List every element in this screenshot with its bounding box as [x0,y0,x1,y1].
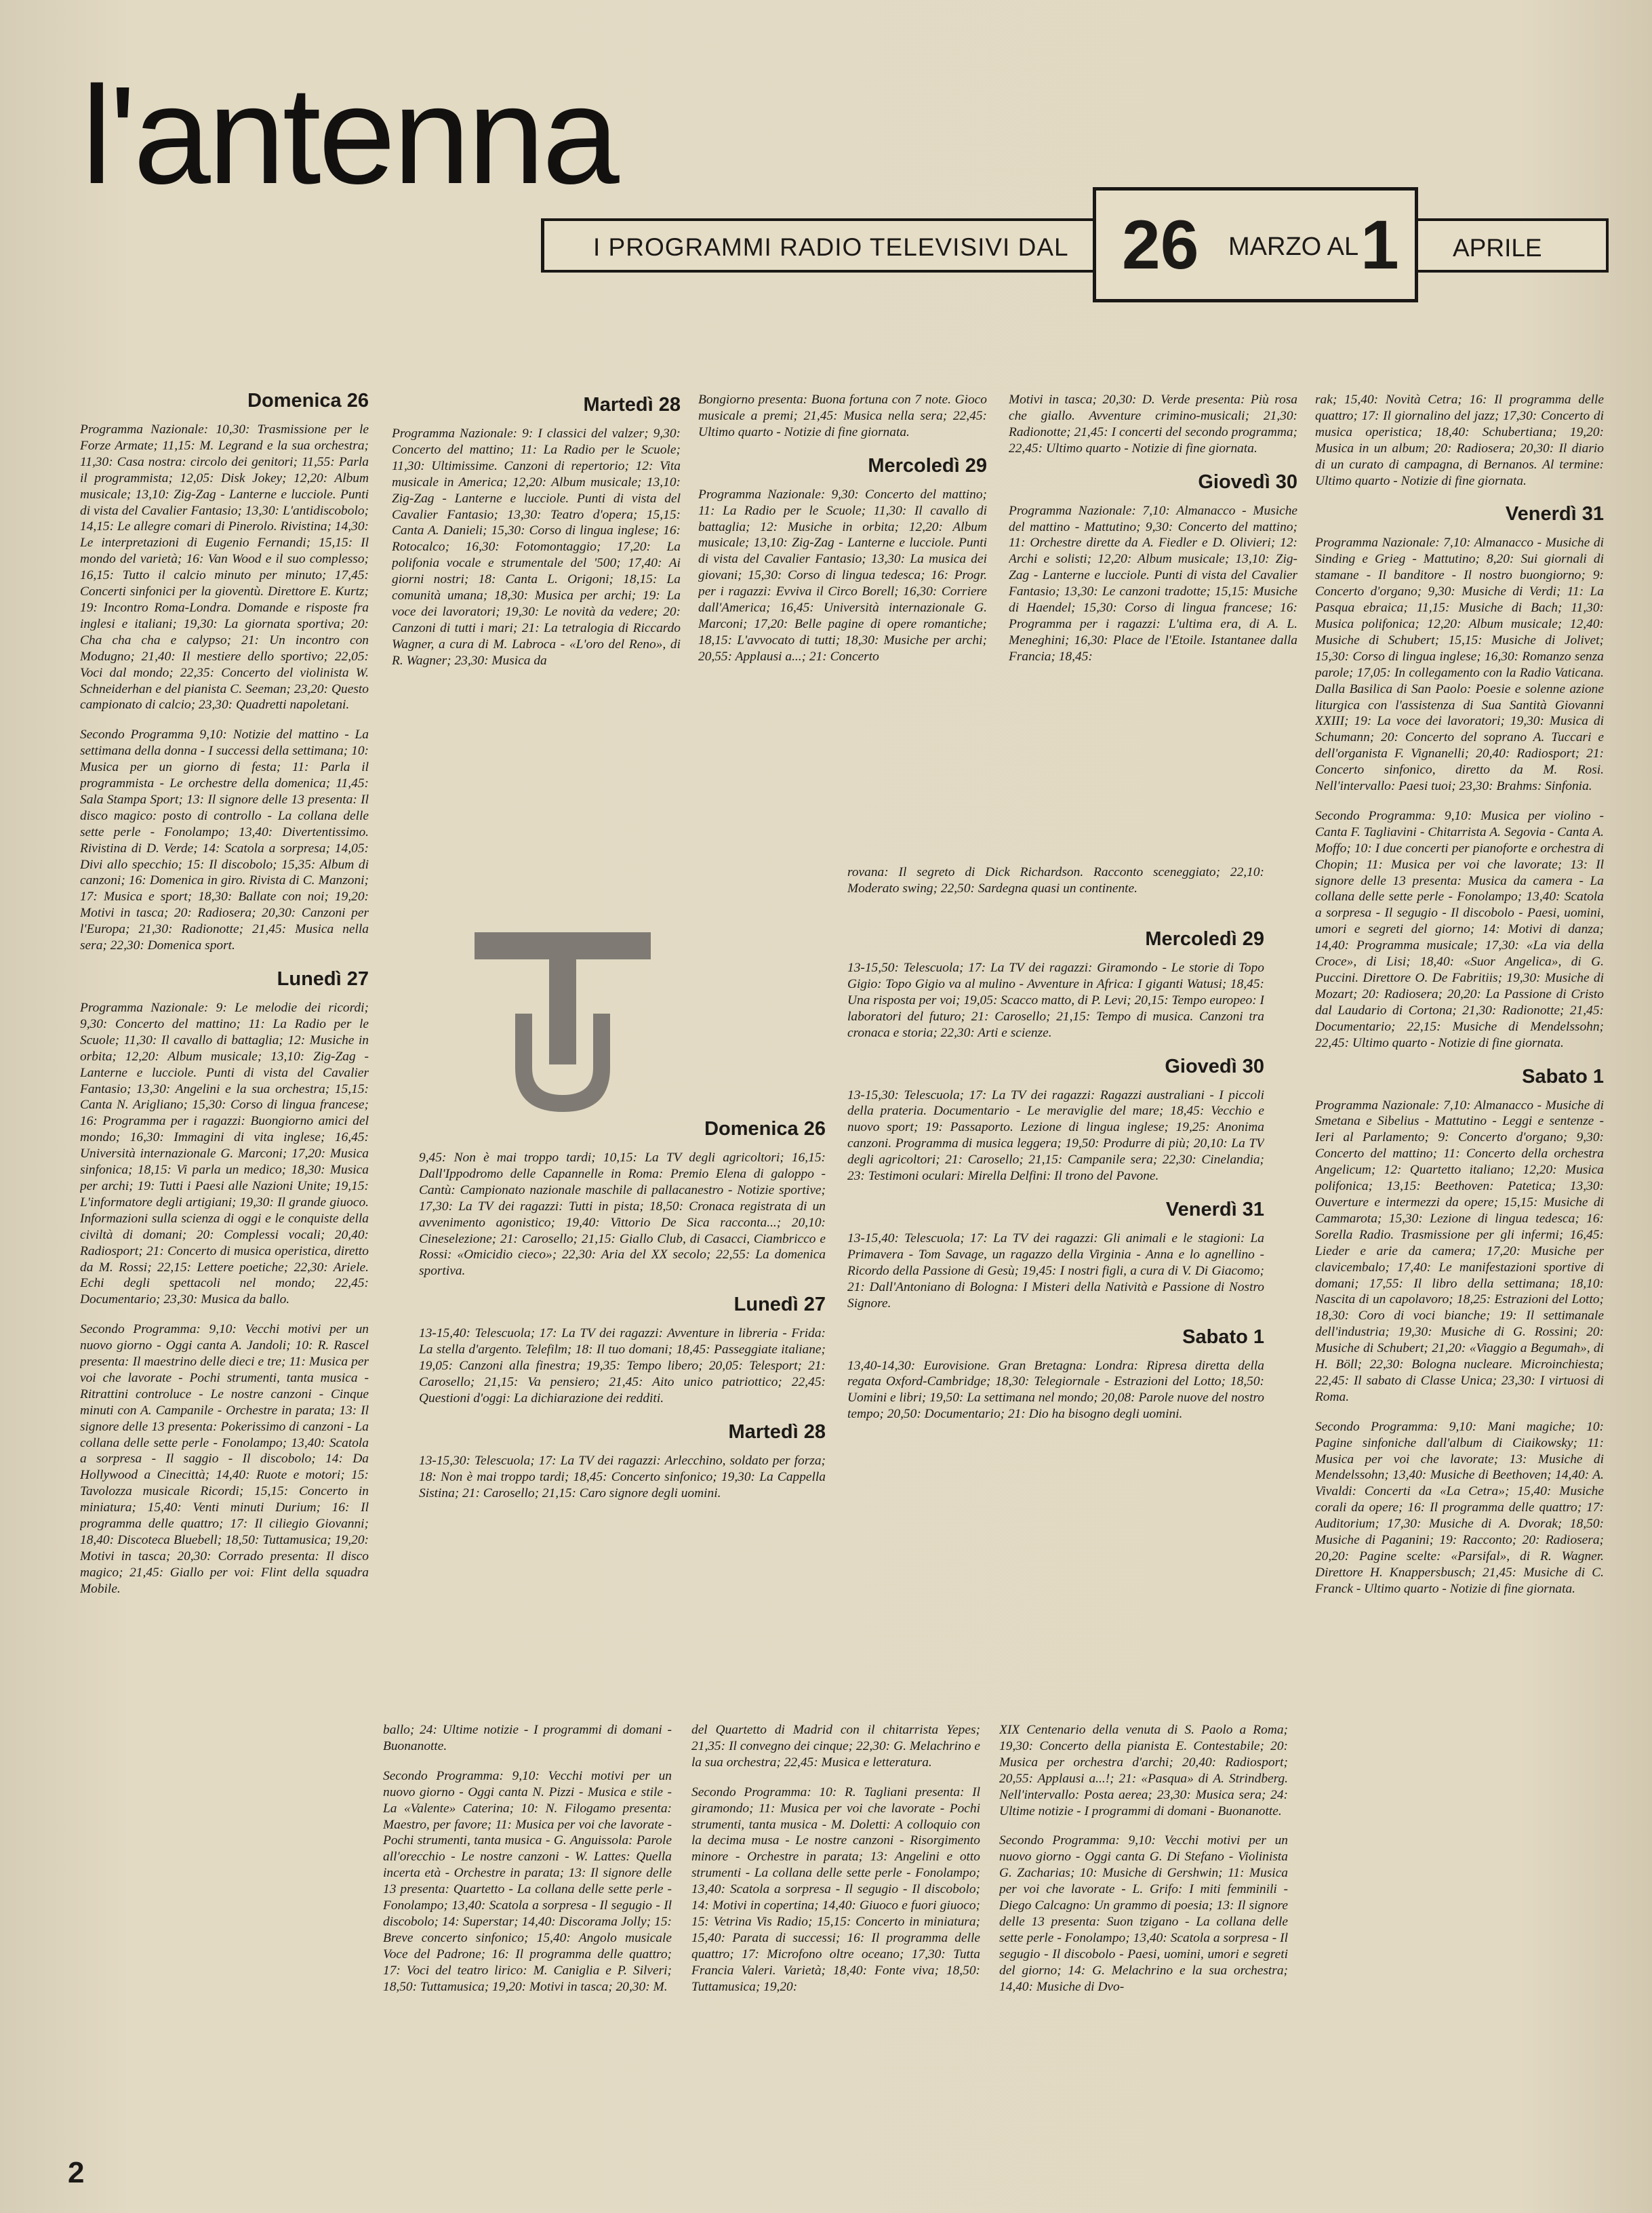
column-3-bottom [691,1722,980,2122]
tv-domenica-text: 9,45: Non è mai troppo tardi; 10,15: La TV degli agricoltori; 16,15: Dall'Ippodromo delle Capannelle in Roma: Premio Elena di galoppo - Cantù: Campionato nazionale maschile di pallacanestro - Notizie sportive; 17,30: La TV dei ragazzi: Tutti in pista; 18,50: Cronaca registrata di un avvenimento agonistico; 19,40: Vittorio De Sica racconta...; 20,10: Cineselezione; 21: Carosello; 21,15: Giallo Club, di Casacci, Ciambricco e Rossi: «Omicidio cieco»; 22,30: Aria del XX secolo; 22,55: La domenica sportiva. [419,1151,826,1279]
radio-heading-domenica: Domenica 26 [247,390,369,412]
tv-heading-sabato: Sabato 1 [1182,1325,1264,1348]
radio-giovedi-nazionale-cont: XIX Centenario della venuta di S. Paolo a Roma; 19,30: Concerto della pianista E. Contestabile; 20: Musica per orchestra d'archi; 20,40: Radiosport; 20,55: Applausi a...!; 21: «Pasqua» di A. Strindberg. Nell'intervallo: Posta aerea; 23,30: Musica sera; 24: Ultime notizie - I programmi di domani - Buonanotte. [999,1723,1288,1818]
column-1 [80,384,369,2119]
radio-martedi-nazionale-cont: ballo; 24: Ultime notizie - I programmi di domani - Buonanotte. [383,1723,672,1753]
radio-mercoledi-nazionale-cont: del Quartetto di Madrid con il chitarrista Yepes; 21,35: Il convegno dei cinque; 22,30: G. Melachrino e la sua orchestra; 22,45: Musica e letteratura. [691,1723,980,1770]
column-5 [1315,392,1604,2117]
tv-venerdi-prev-text: rovana: Il segreto di Dick Richardson. Racconto sceneggiato; 22,10: Moderato swing; 22,50: Sardegna quasi un continente. [847,865,1264,896]
radio-heading-martedi: Martedì 28 [583,394,681,416]
radio-giovedi-nazionale: Programma Nazionale: 7,10: Almanacco - Musiche del mattino - Mattutino; 9,30: Concerto del mattino; 11: Orchestre dirette da A. Fiedler e D. Olivieri; 12: Archi e solisti; 12,20: Album musicale; 13,10: Zig-Zag - Lanterne e lucciole. Punti di vista del Cavalier Fantasio; 13,30: Le canzoni tradotte; 15,15: Musiche di Haendel; 15,30: Corso di lingua francese; 16: Programma per i ragazzi: L'ultima era, di A. L. Meneghini; 16,30: Place de l'Etoile. Istantanee dalla Francia; 18,45: [1009,503,1297,664]
radio-sabato-secondo: Secondo Programma: 9,10: Mani magiche; 10: Pagine sinfoniche dall'album di Ciaikowsky; 11: Musica per voi che lavorate; 13: Musiche di Mendelssohn; 13,40: Musiche di Beethoven; 14,40: A. Vivaldi: Concerti da «La Cetra»; 15,40: Musiche corali da opere; 16: Il programma delle quattro; 17: Auditorium; 17,30: Musiche di A. Dvorak; 18,50: Musiche di Paganini; 19: Racconto; 20: Radiosera; 20,20: Pagine scelte: «Parsifal», di R. Wagner. Direttore H. Knappersbusch; 21,45: Musiche di C. Franck - Ultimo quarto - Notizie di fine giornata. [1315,1419,1604,1596]
radio-giovedi-secondo-cont: rak; 15,40: Novità Cetra; 16: Il programma delle quattro; 17: Il giornalino del jazz; 17,30: Concerto di musica operistica; 18,40: Schubertiana; 19,20: Musica in un album; 20: Radiosera; 20,30: Il diario di un curato di campagna, di Bernanos. Al termine: Ultimo quarto - Notizie di fine giornata. [1315,393,1604,488]
column-3-top [698,392,987,880]
day-from: 26 [1122,206,1199,283]
masthead-title: l'antenna [81,58,617,213]
tv-venerdi-prev [847,864,1264,922]
radio-sabato-nazionale: Programma Nazionale: 7,10: Almanacco - Musiche di Smetana e Sibelius - Mattutino - Leggi e sentenze - Ieri al Parlamento; 9: Concerto d'organo; 9,30: Concerto del mattino; 11: Concerto della orchestra Angelicum; 12: Quartetto italiano; 12,20: Musica polifonica; 13,15: Beethoven: Patetica; 13,30: Ouverture e intermezzi da opere; 15,15: Musiche di Cammarota; 15,30: Lezione di lingua tedesca; 16: Sorella Radio. Trasmissione per gli infermi; 16,45: Lieder e arie da camera; 17,20: Musiche per clavicembalo; 17,40: Le manifestazioni sportive di domani; 17,55: Il libro della settimana; 18,10: Nascita di un capolavoro; 18,25: Estrazioni del Lotto; 18,30: Coro di voci bianche; 19: Il settimanale dell'industria; 19,30: Musiche di G. Rossini; 20: Musiche di Schubert; 21,20: «Viaggio a Begumah», di H. Böll; 22,30: Bologna nucleare. Microinchiesta; 22,45: Il sabato di Classe Unica; 23,30: I virtuosi di Roma. [1315,1098,1604,1404]
programmi-subtitle: I PROGRAMMI RADIO TELEVISIVI DAL [593,233,1069,261]
radio-mercoledi-nazionale: Programma Nazionale: 9,30: Concerto del mattino; 11: La Radio per le Scuole; 11,30: Il cavallo di battaglia; 12: Musiche in orbita; 12,20: Album musicale; 13,10: Zig-Zag - Lanterne e lucciole. Punti di vista del Cavalier Fantasio; 13,30: La musica dei giovani; 15,30: Corso di lingua tedesca; 16: Progr. per i ragazzi: Evviva il Circo Borell; 16,30: Corriere dall'America; 16,45: Università internazionale G. Marconi; 17,20: Belle pagine di opere romantiche; 18,15: L'avvocato di tutti; 18,30: Musiche per archi; 20,55: Applausi a...; 21: Concerto [698,487,987,664]
radio-domenica-secondo: Secondo Programma 9,10: Notizie del mattino - La settimana della donna - I successi della settimana; 10: Musica per un giorno di festa; 11: Parla il programmista - Le orchestre della domenica; 11,45: Sala Stampa Sport; 13: Il signore delle 13 presenta: Il disco magico: posto di controllo - La collana delle sette perle - Fonolampo; 13,40: Divertentissimo. Rivistina di D. Verde; 14: Scatola a sorpresa; 14,05: Divi allo specchio; 15: Il discobolo; 15,35: Album di canzoni; 16: Domenica in giro. Rivista di C. Manzoni; 17: Musica e sport; 18,30: Ballate con noi; 19,20: Motivi in tasca; 20: Radiosera; 20,30: Canzoni per l'Europa; 21,30: Radionotte; 21,45: Musica nella sera; 22,30: Domenica sport. [80,727,369,953]
radio-heading-sabato: Sabato 1 [1522,1065,1604,1088]
date-range-box [1093,187,1418,302]
tv-sabato-text: 13,40-14,30: Eurovisione. Gran Bretagna: Londra: Ripresa diretta della regata Oxford-Cambridge; 18,30: Telegiornale - Estrazioni del Lotto; 18,50: Uomini e libri; 19,50: La settimana nel mondo; 20,08: Parole nuove del nostro tempo; 20,50: Documentario; 21: Dio ha bisogno degli uomini. [847,1358,1264,1422]
date-bar [541,218,1609,273]
column-2-bottom [383,1722,672,2122]
tv-heading-lunedi: Lunedì 27 [733,1294,826,1316]
month-to: APRILE [1453,234,1542,262]
tv-mercoledi-text: 13-15,50: Telescuola; 17: La TV dei ragazzi: Giramondo - Le storie di Topo Gigio: Topo Gigio va al mulino - Avventure in Africa: I giganti Watusi; 18,45: Una risposta per voi; 19,05: Scacco matto, di P. Levi; 20,15: Tempo europeo: I laboratori del futuro; 21: Carosello; 21,15: Tempo di musica. Canzoni tra cronaca e storia; 22,30: Arti e scienze. [847,961,1264,1040]
radio-martedi-secondo-cont: Bongiorno presenta: Buona fortuna con 7 note. Gioco musicale a premi; 21,45: Musica nella sera; 22,45: Ultimo quarto - Notizie di fine giornata. [698,393,987,439]
radio-heading-mercoledi: Mercoledì 29 [868,454,987,477]
radio-lunedi-secondo: Secondo Programma: 9,10: Vecchi motivi per un nuovo giorno - Oggi canta A. Jandoli; 10: R. Rascel presenta: Il maestrino delle dieci e tre; 11: Musica per voi che lavorate - Pochi strumenti, tanta musica - Ritrattini controluce - Le nostre canzoni - Cinque minuti con A. Campanile - Orchestre in parata; 13: Il signore delle 13 presenta: Pokerissimo di canzoni - La collana delle sette perle - Fonolampo; 13,40: Scatola a sorpresa - Il saggio - Il discobolo; 14: Da Hollywood a Cinecittà; 14,40: Ruote e motori; 15: Tavolozza musicale Ricordi; 15,15: Concerto in miniatura; 15,40: Venti minuti Durium; 16: Il programma delle quattro; 17: Il ciliegio Giovanni; 18,40: Discoteca Bluebell; 18,50: Tuttamusica; 19,20: Motivi in tasca; 20,30: Corrado presenta: Il disco magico; 21,45: Giallo per voi: Flint della squadra Mobile. [80,1322,369,1596]
column-2-top [392,388,681,862]
tv-heading-mercoledi: Mercoledì 29 [1145,928,1264,950]
radio-mercoledi-secondo: Secondo Programma: 10: R. Tagliani presenta: Il giramondo; 11: Musica per voi che lavorate - Pochi strumenti, tanta musica - M. Doletti: A colloquio con la decima musa - Le nostre canzoni - Risorgimento minore - Orchestre in parata; 13: Angelini e otto strumenti - La collana delle sette perle - Fonolampo; 13,40: Scatola a sorpresa - Il segugio - Il discobolo; 14: Motivi in copertina; 14,40: Giuoco e fuori giuoco; 15: Vetrina Vis Radio; 15,15: Concerto in miniatura; 15,40: Parata di successi; 16: Il programma delle quattro; 17: Microfono oltre oceano; 17,30: Tutta Francia Valeri. Varietà; 18,40: Fonte viva; 18,50: Tuttamusica; 19,20: [691,1785,980,1994]
tv-heading-domenica: Domenica 26 [704,1118,826,1140]
radio-martedi-secondo: Secondo Programma: 9,10: Vecchi motivi per un nuovo giorno - Oggi canta N. Pizzi - Musica e stile - La «Valente» Caterina; 10: N. Filogamo presenta: Maestro, per favore; 11: Musica per voi che lavorate - Pochi strumenti, tanta musica - G. Anguissola: Parole all'orecchio - Le nostre canzoni - W. Lattes: Quella incerta età - Orchestre in parata; 13: Il signore delle 13 presenta: Quartetto - La collana delle sette perle - Fonolampo; 13,40: Scatola a sorpresa - Il segugio - Il discobolo; 14: Superstar; 14,40: Discorama Jolly; 15: Breve concerto sinfonico; 15,40: Angolo musicale Voce del Padrone; 16: Il programma delle quattro; 17: Voci del teatro lirico: M. Caniglia e P. Silveri; 18,50: Tuttamusica; 19,20: Motivi in tasca; 20,30: M. [383,1768,672,1994]
radio-heading-lunedi: Lunedì 27 [277,968,369,990]
radio-domenica-nazionale: Programma Nazionale: 10,30: Trasmissione per le Forze Armate; 11,15: M. Legrand e la sua orchestra; 11,30: Casa nostra: circolo dei genitori; 11,55: Parla il programmista; 12,05: Disk Jokey; 12,20: Album musicale; 13,10: Zig-Zag - Lanterne e lucciole. Punti di vista del Cavalier Fantasio; 13,30: L'antidiscobolo; 14,15: Le allegre comari di Pinerolo. Rivistina; 14,30: Le interpretazioni di Eugenio Fernandi; 15,15: Il mondo del varietà; 16: Van Wood e il suo complesso; 16,15: Tutto il calcio minuto per minuto; 17,45: Concerti sinfonici per la gioventù. Direttore E. Kurtz; 19: Incontro Roma-Londra. Domande e risposte fra inglesi e italiani; 19,30: La giornata sportiva; 20: Cha cha cha e calypso; 21: Un incontro con Modugno; 21,40: Il mestiere dello sportivo; 22,05: Voci dal mondo; 22,35: Concerto del violinista W. Schneiderhan e del pianista C. Seeman; 23,20: Questo campionato di calcio; 23,30: Quadretti napoletani. [80,422,369,713]
radio-venerdi-nazionale: Programma Nazionale: 7,10: Almanacco - Musiche di Sinding e Grieg - Mattutino; 8,20: Sui giornali di stamane - Il banditore - Il nostro buongiorno; 9: Concerto d'organo; 9,30: Musiche di Verdi; 11: La Pasqua ebraica; 11,15: Musiche di Bach; 11,30: Musica polifonica; 12,20: Album musicale; 12,40: Musiche di Schubert; 15,15: Musiche di Jolivet; 15,30: Corso di lingua inglese; 16,30: Romanzo senza parole; 17,05: In collegamento con la Radio Vaticana. Dalla Basilica di San Paolo: Poesie e solenne azione liturgica con l'assistenza di Sua Santità Giovanni XXIII; 19: La voce dei lavoratori; 19,30: Musica di Schumann; 20: Concerto del soprano A. Tuccari e dell'organista F. Vignanelli; 20,40: Radiosport; 21: Concerto sinfonico, diretto da M. Rosi. Nell'intervallo: Paesi tuoi; 23,30: Brahms: Sinfonia. [1315,536,1604,794]
tv-heading-venerdi: Venerdì 31 [1165,1198,1264,1220]
radio-heading-giovedi: Giovedì 30 [1198,471,1297,493]
tv-heading-martedi: Martedì 28 [728,1420,826,1443]
radio-venerdi-secondo: Secondo Programma: 9,10: Musica per violino - Canta F. Tagliavini - Chitarrista A. Segovia - Canta A. Moffo; 10: I due concerti per pianoforte e orchestra di Chopin; 11: Musica per voi che lavorate; 13: Il signore delle 13 presenta: Musica da camera - La collana delle sette perle - Fonolampo; 13,40: Scatola a sorpresa - Il segugio - Il discobolo - Paesi, uomini, umori e segreti del giorno; 14: Motivi di danza; 14,40: Programma musicale; 17,30: «La via della Croce», di Lisi; 18,40: «Suor Angelica», di G. Puccini. Direttore O. De Fabritiis; 19,30: Musiche di Mozart; 20: Radiosera; 20,20: La Passione di Cristo dal Laudario di Cortona; 21,30: Radionotte; 21,45: Documentario; 22,15: Musiche di Mendelssohn; 22,45: Ultimo quarto - Notizie di fine giornata. [1315,808,1604,1050]
tv-martedi-text: 13-15,30: Telescuola; 17: La TV dei ragazzi: Arlecchino, soldato per forza; 18: Non è mai troppo tardi; 18,45: Concerto sinfonico; 19,30: La Cappella Sistina; 21: Carosello; 21,15: Caro signore degli uomini. [419,1453,826,1500]
radio-lunedi-nazionale: Programma Nazionale: 9: Le melodie dei ricordi; 9,30: Concerto del mattino; 11: La Radio per le Scuole; 11,30: Il cavallo di battaglia; 12: Musiche in orbita; 12,20: Album musicale; 13,10: Zig-Zag - Lanterne e lucciole. Punti di vista del Cavalier Fantasio; 13,30: Angelini e la sua orchestra; 15,15: Canta N. Arigliano; 15,30: Corso di lingua francese; 16: Programma per i ragazzi: Buongiorno amici del mondo; 16,30: Immagini di vita inglese; 16,45: Università internazionale G. Marconi; 17,20: Musica sinfonica; 18,15: Vi parla un medico; 18,30: Musica per archi; 19: Tutti i Paesi alle Nazioni Unite; 19,15: L'informatore degli artigiani; 19,30: Il grande giuoco. Informazioni sulla scienza di oggi e le conquiste della civiltà di domani; 20: Complessi vocali; 20,40: Radiosport; 21: Concerto di musica operistica, diretto da M. Rossi; 22,15: Lettere poetiche; 22,30: Ariele. Echi degli spettacoli nel mondo; 22,45: Documentario; 23,30: Musica da ballo. [80,1001,369,1307]
tv-heading-giovedi: Giovedì 30 [1165,1055,1264,1077]
tv-venerdi-text: 13-15,40: Telescuola; 17: La TV dei ragazzi: Gli animali e le stagioni: La Primavera - Tom Savage, un ragazzo della Virginia - Anna e lo agnellino - Ricordo della Passione di Gesù; 19,45: I nostri figli, a cura di V. Di Giacomo; 21: Dall'Antoniano di Bologna: I Misteri della Natività e Passione di Nostro Signore. [847,1231,1264,1311]
month-from: MARZO AL [1228,233,1359,261]
tv-right-column [847,922,1264,1702]
tv-logo-icon [475,932,651,1115]
radio-heading-venerdi: Venerdì 31 [1505,503,1604,525]
tv-left-column [419,1112,826,1702]
tv-giovedi-text: 13-15,30: Telescuola; 17: La TV dei ragazzi: Ragazzi australiani - I piccoli della prateria. Documentario - Le meraviglie del mare; 18,45: Vecchio e nuovo sport; 19: Passaporto. Lezione di lingua inglese; 19,25: Anonima canzoni. Programma di musica leggera; 19,50: Produrre di più; 20,10: La TV degli agricoltori; 21: Carosello; 21,15: Campanile sera; 22,30: Cinelandia; 23: Testimoni oculari: Mirella Delfini: Il trono del Pavone. [847,1088,1264,1184]
column-4-bottom [999,1722,1288,2122]
radio-martedi-nazionale: Programma Nazionale: 9: I classici del valzer; 9,30: Concerto del mattino; 11: La Radio per le Scuole; 11,30: Ultimissime. Canzoni di repertorio; 12: Vita musicale in America; 12,20: Album musicale; 13,10: Zig-Zag - Lanterne e lucciole. Punti di vista del Cavalier Fantasio; 13,30: Teatro d'opera; 15,15: Canta A. Danieli; 15,30: Corso di lingua inglese; 16: Rotocalco; 16,30: Fotomontaggio; 17,20: La polifonia vocale e strumentale del '500; 17,40: Ai giorni nostri; 18: Canta L. Origoni; 18,15: La comunità umana; 18,30: Musica per archi; 19: La voce dei lavoratori; 19,30: Le novità da vedere; 20: Canzoni di tutti i mari; 21: La tetralogia di Riccardo Wagner, a cura di M. Labroca - «L'oro del Reno», di R. Wagner; 23,30: Musica da [392,426,681,668]
tv-lunedi-text: 13-15,40: Telescuola; 17: La TV dei ragazzi: Avventure in libreria - Frida: La stella d'argento. Telefilm; 18: Il tuo domani; 18,45: Passeggiate italiane; 19,05: Canzoni alla finestra; 19,35: Tempo libero; 20,05: Telesport; 21: Carosello; 21,15: Va pensiero; 21,45: Aito unico patriottico; 22,45: Questioni d'oggi: La dichiarazione dei redditi. [419,1326,826,1405]
column-4-top [1009,392,1297,880]
radio-mercoledi-secondo-cont: Motivi in tasca; 20,30: D. Verde presenta: Più rosa che giallo. Avventure crimino-musicali; 21,30: Radionotte; 21,45: I concerti del secondo programma; 22,45: Ultimo quarto - Notizie di fine giornata. [1009,393,1297,456]
page-number: 2 [68,2156,85,2189]
radio-giovedi-secondo: Secondo Programma: 9,10: Vecchi motivi per un nuovo giorno - Oggi canta G. Di Stefano - Violinista G. Zacharias; 10: Musiche di Gershwin; 11: Musica per voi che lavorate - L. Grifo: I miti femminili - Diego Calcagno: Un grammo di poesia; 13: Il signore delle 13 presenta: Suon tzigano - La collana delle sette perle - Fonolampo; 13,40: Scatola a sorpresa - Il segugio - Il discobolo - Paesi, uomini, umori e segreti del giorno; 14: G. Melachrino e la sua orchestra; 14,40: Musiche di Dvo- [999,1833,1288,1994]
day-to: 1 [1361,206,1399,283]
